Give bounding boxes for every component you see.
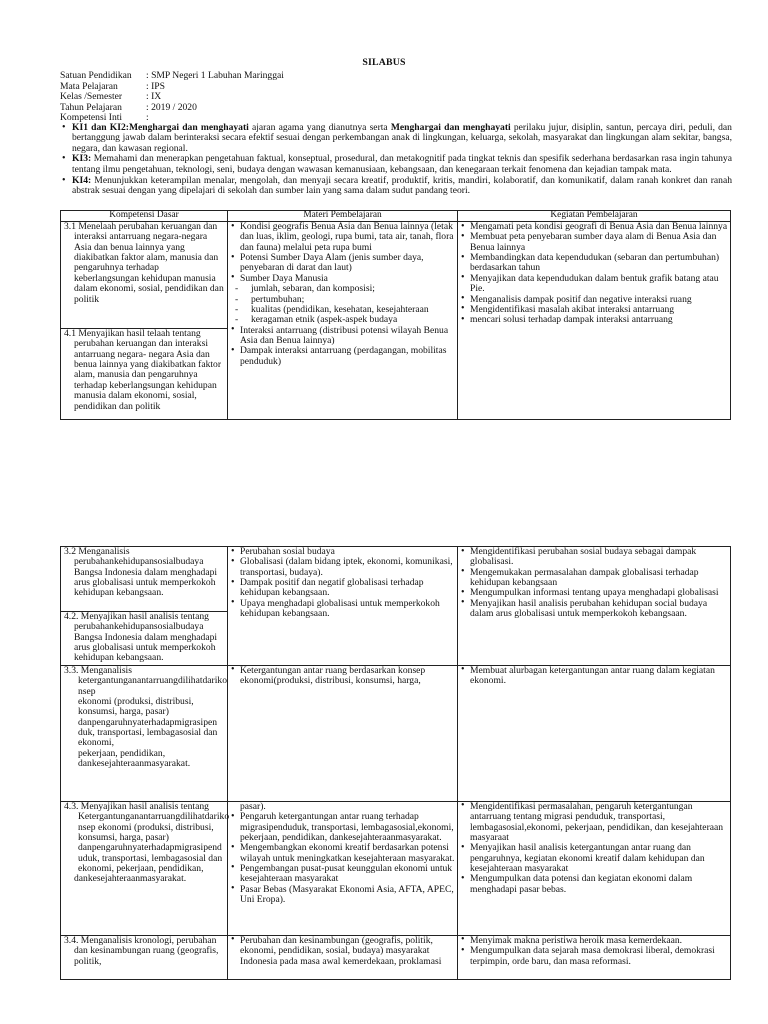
kd-line: 3.3. Menganalisis bbox=[64, 664, 132, 676]
identity-block bbox=[60, 71, 760, 124]
meta-key: Mata Pelajaran bbox=[60, 80, 118, 92]
list-item: - kualitas (pendidikan, kesehatan, kesejahteraan bbox=[233, 305, 455, 315]
kd-line: duk, transportasi, lembagasosial dan bbox=[78, 726, 218, 738]
table-row bbox=[61, 935, 731, 979]
materi-continuation: pasar). bbox=[240, 800, 266, 812]
kd-4-1: 4.1 Menyajikan hasil telaah tentang perubahan keruangan dan interaksi antarruang negara- negara Asia dan benua lainnya yang diakibatkan faktor alam, manusia dan pengaruhnya terhadap keberlangsungan kehidupan manusia dalam ekonomi, sosial, pendidikan dan politik bbox=[61, 328, 227, 413]
kegiatan-cell bbox=[458, 801, 731, 935]
kd-line: ekonomi (produksi, distribusi, bbox=[78, 695, 194, 707]
list-item: - keragaman etnik (aspek-aspek budaya bbox=[233, 315, 455, 325]
kd-3-2: 3.2 Menganalisis perubahankehidupansosialbudaya Bangsa Indonesia dalam menghadapi arus globalisasi untuk memperkokoh kehidupan kebangsaan. bbox=[64, 546, 218, 599]
table-header-row bbox=[61, 211, 731, 222]
list-item: • Membandingkan data kependudukan (sebaran dan pertumbuhan) berdasarkan tahun bbox=[461, 253, 728, 274]
kd-cell bbox=[61, 935, 228, 979]
list-item: • Membuat peta penyebaran sumber daya alam di Benua Asia dan Benua lainnya bbox=[461, 232, 728, 253]
kd-line: ekonomi, pekerjaan, pendidikan, bbox=[78, 862, 204, 874]
meta-key: Satuan Pendidikan bbox=[60, 70, 132, 81]
list-item: • Pasar Bebas (Masyarakat Ekonomi Asia, AFTA, APEC, Uni Eropa). bbox=[231, 885, 455, 906]
list-item: • Mengembangkan ekonomi kreatif berdasarkan potensi wilayah untuk meningkatkan kesejahteraan masyarakat. bbox=[231, 843, 455, 864]
meta-value: : 2019 / 2020 bbox=[146, 101, 197, 113]
kd-line: ekonomi, bbox=[78, 737, 114, 749]
kd-line: konsumsi, harga, pasar) bbox=[78, 706, 169, 718]
list-item: • Menyajikan hasil analisis perubahan kehidupan social budaya dalam arus globalisasi untuk memperkokoh kebangsaan. bbox=[461, 599, 728, 620]
materi-cell bbox=[228, 801, 458, 935]
materi-list bbox=[231, 666, 455, 687]
materi-cell bbox=[228, 222, 458, 420]
list-item: • Dampak interaksi antarruang (perdagangan, mobilitas penduduk) bbox=[231, 346, 455, 367]
list-item: • Perubahan sosial budaya bbox=[231, 547, 455, 557]
kegiatan-list bbox=[461, 666, 728, 687]
list-item: • Mengumpulkan data potensi dan kegiatan ekonomi dalam menghadapi pasar bebas. bbox=[461, 874, 728, 895]
list-item: • mencari solusi terhadap dampak interaksi antarruang bbox=[461, 315, 728, 325]
list-item: • Mengumpulkan data sejarah masa demokrasi liberal, demokrasi terpimpin, orde baru, dan masa reformasi. bbox=[461, 946, 728, 967]
syllabus-table-2 bbox=[60, 546, 731, 980]
meta-value: : IPS bbox=[146, 80, 165, 92]
kd-cell bbox=[61, 222, 228, 420]
ki-item-3 bbox=[60, 154, 732, 175]
list-item: • Mengamati peta kondisi geografi di Benua Asia dan Benua lainnya bbox=[461, 222, 728, 232]
meta-key: Kelas /Semester bbox=[60, 91, 123, 103]
ki3-text: Memahami dan menerapkan pengetahuan faktual, konseptual, prosedural, dan metakognitif pada tingkat teknis dan spesifik sederhana berdasarkan rasa ingin tahunya tentang ilmu pengetahuan, teknologi, seni, budaya dengan wawasan kemanusiaan, kebangsaan, dan kenegaraan terkait fenomena dan kejadian tampak mata. bbox=[72, 153, 732, 175]
materi-list bbox=[231, 547, 455, 620]
table-row bbox=[61, 222, 731, 420]
kd-4-2: 4.2. Menyajikan hasil analisis tentang perubahankehidupansosialbudaya Bangsa Indonesia dalam menghadapi arus globalisasi untuk memperkokoh kehidupan kebangsaan. bbox=[61, 611, 227, 665]
list-item: • Sumber Daya Manusia bbox=[231, 274, 455, 284]
list-item: • Interaksi antarruang (distribusi potensi wilayah Benua Asia dan Benua lainnya) bbox=[231, 326, 455, 347]
materi-sublist bbox=[233, 284, 455, 325]
ki4-text: Menunjukkan keterampilan menalar, mengolah, dan menyaji secara kreatif, produktif, kritis, mandiri, kolaboratif, dan komunikatif, dalam ranah konkret dan ranah abstrak sesuai dengan yang dipelajari di sekolah dan sumber lain yang sama dalam sudut pandang teori. bbox=[72, 174, 732, 196]
kd-line: 4.3. Menyajikan hasil analisis tentang bbox=[64, 800, 209, 812]
kegiatan-cell bbox=[458, 547, 731, 666]
kd-cell bbox=[61, 665, 228, 801]
ki1-text: perilaku jujur, disiplin, santun, percaya diri, peduli, dan bertanggung jawab dalam berinteraksi secara efektif sesuai dengan perkembangan anak di lingkungan, keluarga, sekolah, masyarakat dan lingkungan alam sekitar, bangsa, negara, dan kawasan regional. bbox=[72, 122, 732, 154]
meta-row bbox=[60, 71, 760, 82]
list-item: • Mengidentifikasi masalah akibat interaksi antarruang bbox=[461, 305, 728, 315]
kd-line: pekerjaan, pendidikan, bbox=[78, 747, 166, 759]
materi-list-2 bbox=[231, 326, 455, 367]
kd-line: nsep bbox=[78, 685, 96, 697]
meta-key: Tahun Pelajaran bbox=[60, 101, 122, 113]
kegiatan-list bbox=[461, 547, 728, 620]
header-kompetensi-dasar: Kompetensi Dasar bbox=[61, 211, 228, 222]
kd-3-4: 3.4. Menganalisis kronologi, perubahan dan kesinambungan ruang (geografis, politik, bbox=[64, 934, 219, 967]
meta-row bbox=[60, 103, 760, 114]
list-item: • Pengaruh ketergantungan antar ruang terhadap migrasipenduduk, transportasi, lembagasosial,ekonomi, pekerjaan, pendidikan, dankesejahteraanmasyarakat. bbox=[231, 812, 455, 843]
kd-line: danpengaruhnyaterhadapmigrasipen bbox=[78, 716, 218, 728]
kegiatan-list bbox=[461, 802, 728, 895]
kegiatan-cell bbox=[458, 222, 731, 420]
kd-line: dankesejahteraanmasyarakat. bbox=[74, 873, 187, 885]
list-item: - pertumbuhan; bbox=[233, 295, 455, 305]
ki-item-1 bbox=[60, 123, 732, 154]
list-item: • Mengidentifikasi permasalahan, pengaruh ketergantungan antarruang tentang migrasi penduduk, transportasi, lembagasosial,ekonomi, pekerjaan, pendidikan, dan kesejahteraan masyaraat bbox=[461, 802, 728, 843]
list-item: • Menyimak makna peristiwa heroik masa kemerdekaan. bbox=[461, 936, 728, 946]
kd-line: dankesejahteraanmasyarakat. bbox=[78, 758, 191, 770]
kompetensi-inti-list bbox=[60, 123, 732, 197]
ki4-label: KI4: bbox=[72, 174, 92, 186]
list-item: • Menyajikan data kependudukan dalam bentuk grafik batang atau Pie. bbox=[461, 274, 728, 295]
materi-list bbox=[231, 936, 455, 967]
kegiatan-list bbox=[461, 222, 728, 326]
meta-value: : SMP Negeri 1 Labuhan Maringgai bbox=[146, 70, 284, 81]
kd-4-3 bbox=[64, 800, 230, 885]
table-row bbox=[61, 801, 731, 935]
kd-line: konsumsi, harga, pasar) bbox=[78, 831, 169, 843]
kd-line: danpengaruhnyaterhadapmigrasipend bbox=[78, 842, 222, 854]
ki3-label: KI3: bbox=[72, 153, 92, 165]
list-item: • Dampak positif dan negatif globalisasi terhadap kehidupan kebangsaan. bbox=[231, 578, 455, 599]
list-item: - jumlah, sebaran, dan komposisi; bbox=[233, 284, 455, 294]
syllabus-table-1 bbox=[60, 210, 731, 420]
meta-value: : IX bbox=[146, 91, 162, 103]
header-materi: Materi Pembelajaran bbox=[228, 211, 458, 222]
list-item: • Mengidentifikasi perubahan sosial budaya sebagai dampak globalisasi. bbox=[461, 547, 728, 568]
kd-line: nsep ekonomi (produksi, distribusi, bbox=[78, 821, 214, 833]
ki1-mid: ajaran agama yang dianutnya serta bbox=[248, 122, 391, 133]
ki-item-4 bbox=[60, 176, 732, 197]
kd-cell bbox=[61, 801, 228, 935]
list-item: • Pengembangan pusat-pusat keunggulan ekonomi untuk kesejahteraan masyarakat bbox=[231, 864, 455, 885]
list-item: • Kondisi geografis Benua Asia dan Benua lainnya (letak dan luas, iklim, geologi, rupa bumi, tata air, tanah, flora dan fauna) melalui peta rupa bumi bbox=[231, 222, 455, 253]
list-item: • Potensi Sumber Daya Alam (jenis sumber daya, penyebaran di darat dan laut) bbox=[231, 253, 455, 274]
kd-line: uduk, transportasi, lembagasosial dan bbox=[78, 852, 223, 864]
list-item: • Globalisasi (dalam bidang iptek, ekonomi, komunikasi, transportasi, budaya). bbox=[231, 557, 455, 578]
kd-cell bbox=[61, 547, 228, 666]
meta-key: Kompetensi Inti bbox=[60, 112, 123, 124]
ki1-label: KI1 dan KI2:Menghargai dan menghayati bbox=[72, 122, 249, 133]
materi-list bbox=[231, 222, 455, 284]
kegiatan-list bbox=[461, 936, 728, 967]
list-item: • Mengumpulkan informasi tentang upaya menghadapi globalisasi bbox=[461, 588, 728, 598]
list-item: • Menyajikan hasil analisis ketergantungan antar ruang dan pengaruhnya, kegiatan ekonomi kreatif dalam kehidupan dan kesejahteraan masyarakat bbox=[461, 843, 728, 874]
meta-value: : bbox=[146, 112, 149, 124]
list-item: • Menganalisis dampak positif dan negative interaksi ruang bbox=[461, 295, 728, 305]
header-kegiatan: Kegiatan Pembelajaran bbox=[458, 211, 731, 222]
kd-3-1: 3.1 Menelaah perubahan keruangan dan interaksi antarruang negara-negara Asia dan benua lainnya yang diakibatkan faktor alam, manusia dan pengaruhnya terhadap keberlangsungan kehidupan manusia dalam ekonomi, sosial, pendidikan dan politik bbox=[64, 221, 224, 305]
table-row bbox=[61, 665, 731, 801]
list-item: • Upaya menghadapi globalisasi untuk memperkokoh kehidupan kebangsaan. bbox=[231, 599, 455, 620]
materi-cell bbox=[228, 547, 458, 666]
meta-row bbox=[60, 82, 760, 93]
materi-cell bbox=[228, 935, 458, 979]
kegiatan-cell bbox=[458, 935, 731, 979]
materi-cell bbox=[228, 665, 458, 801]
kd-line: Ketergantunganantarruangdilihatdariko bbox=[78, 811, 230, 823]
materi-list bbox=[231, 812, 455, 905]
list-item: • Mengemukakan permasalahan dampak globalisasi terhadap kehidupan kebangsaan bbox=[461, 568, 728, 589]
kd-line: ketergantunganantarruangdilihatdariko bbox=[78, 675, 228, 687]
kegiatan-cell bbox=[458, 665, 731, 801]
table-row bbox=[61, 547, 731, 666]
list-item: • Ketergantungan antar ruang berdasarkan konsep ekonomi(produksi, distribusi, konsumsi, harga, bbox=[231, 666, 455, 687]
kd-3-3 bbox=[64, 664, 228, 770]
list-item: • Membuat alurbagan ketergantungan antar ruang dalam kegiatan ekonomi. bbox=[461, 666, 728, 687]
document-title: SILABUS bbox=[362, 57, 406, 68]
list-item: • Perubahan dan kesinambungan (geografis, politik, ekonomi, pendidikan, sosial, budaya) masyarakat Indonesia pada masa awal kemerdekaan, proklamasi bbox=[231, 936, 455, 967]
ki1-bold: Menghargai dan menghayati bbox=[390, 122, 511, 133]
